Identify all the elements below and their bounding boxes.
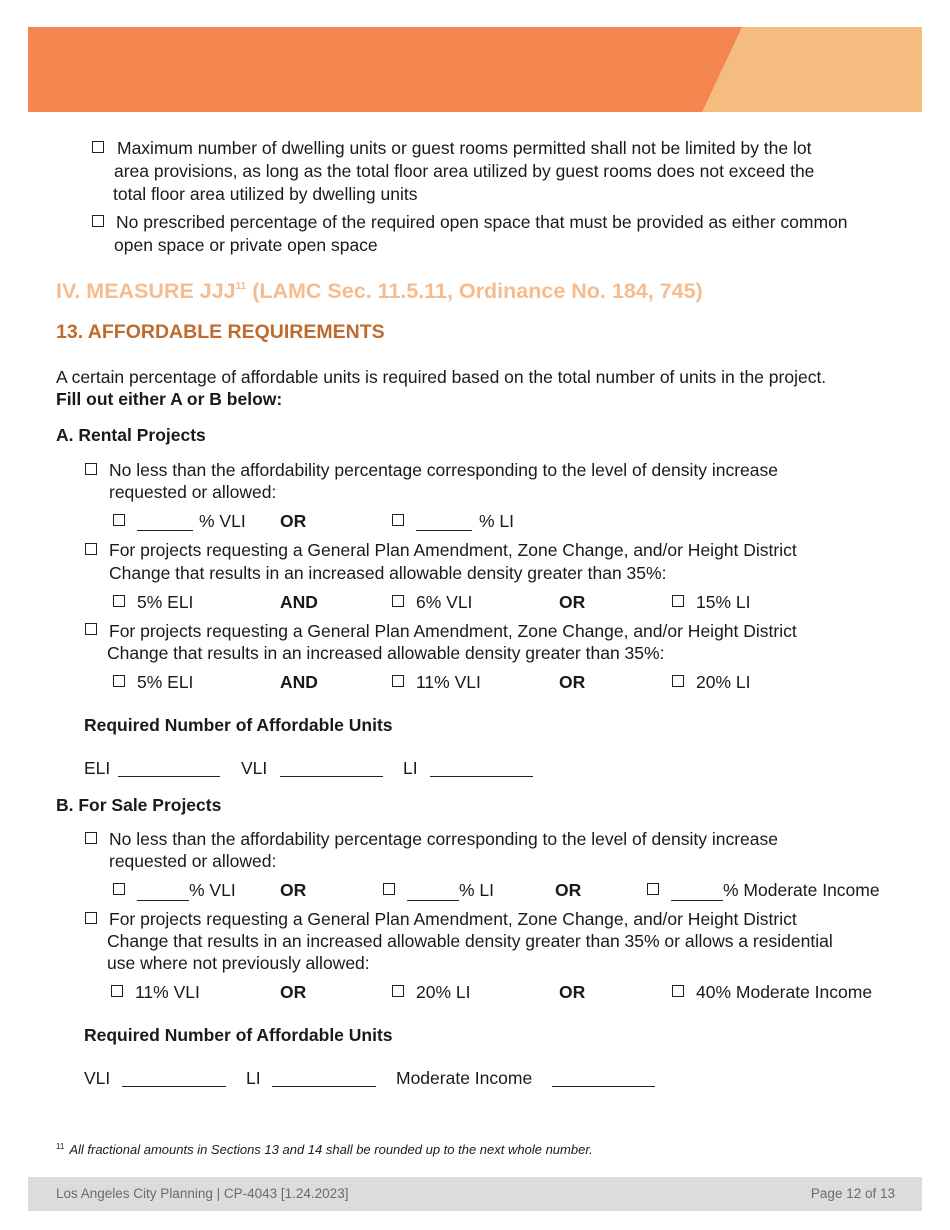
checkbox-sale-opt1[interactable] [85, 832, 97, 844]
rental-opt2-line2: Change that results in an increased allowable density greater than 35%: [109, 563, 667, 583]
sale-opt2-line1: For projects requesting a General Plan Amendment, Zone Change, and/or Height District [109, 909, 797, 929]
connector-or: OR [559, 982, 586, 1002]
label-sale-opt2-li: 20% LI [416, 982, 471, 1002]
input-rental-vli-units[interactable] [280, 758, 383, 777]
rental-opt1-line1: No less than the affordability percentage corresponding to the level of density increase [109, 460, 778, 480]
label-sale-opt2-moderate: 40% Moderate Income [696, 982, 873, 1002]
label-rental-vli-pct: % VLI [199, 511, 246, 531]
sale-opt1-line2: requested or allowed: [109, 851, 277, 871]
input-rental-li-units[interactable] [430, 758, 533, 777]
input-sale-li-units[interactable] [272, 1068, 376, 1087]
checkbox-rental-opt3-vli[interactable] [392, 675, 404, 687]
footnote-number: 11 [56, 1142, 65, 1151]
label-rental-opt3-li: 20% LI [696, 672, 751, 692]
checkbox-sale-li-pct[interactable] [383, 883, 395, 895]
label-rental-opt3-eli: 5% ELI [137, 672, 194, 692]
footnote-text: All fractional amounts in Sections 13 and 14 shall be rounded up to the next whole number. [69, 1142, 593, 1157]
checkbox-sale-vli-pct[interactable] [113, 883, 125, 895]
rental-opt3-line2: Change that results in an increased allowable density greater than 35%: [107, 643, 665, 663]
checkbox-rental-li-pct[interactable] [392, 514, 404, 526]
connector-and: AND [280, 672, 318, 692]
section-title: IV. MEASURE JJJ$^{11}$ (LAMC Sec. 11.5.11, Ordinance No. 184, 745) [56, 279, 703, 303]
checkbox-sale-opt2-vli[interactable] [111, 985, 123, 997]
label-sale-moderate-units: Moderate Income [396, 1068, 533, 1088]
connector-or: OR [280, 982, 307, 1002]
checkbox-rental-opt2-li[interactable] [672, 595, 684, 607]
label-rental-opt2-eli: 5% ELI [137, 592, 194, 612]
footnote-ref: 11 [235, 281, 247, 292]
sale-required-units-heading: Required Number of Affordable Units [84, 1025, 393, 1045]
input-rental-li-pct[interactable] [416, 512, 472, 531]
header-banner-accent [702, 27, 922, 112]
checkbox-sale-opt2-moderate[interactable] [672, 985, 684, 997]
label-sale-vli-units: VLI [84, 1068, 111, 1088]
header-banner [28, 27, 922, 112]
input-rental-vli-pct[interactable] [137, 512, 193, 531]
text-open-space-line2: open space or private open space [114, 235, 378, 255]
connector-or: OR [280, 880, 307, 900]
label-rental-opt3-vli: 11% VLI [416, 672, 481, 692]
label-rental-li-pct: % LI [479, 511, 515, 531]
checkbox-rental-opt2-vli[interactable] [392, 595, 404, 607]
text-max-dwelling-line3: total floor area utilized by dwelling units [113, 184, 418, 204]
checkbox-rental-opt1[interactable] [85, 463, 97, 475]
heading-for-sale-projects: B. For Sale Projects [56, 795, 222, 815]
checkbox-rental-opt3-eli[interactable] [113, 675, 125, 687]
input-sale-moderate-pct[interactable] [671, 882, 723, 901]
label-sale-moderate-pct: % Moderate Income [723, 880, 880, 900]
connector-or: OR [559, 672, 586, 692]
sale-opt2-line2: Change that results in an increased allowable density greater than 35% or allows a residential [107, 931, 833, 951]
checkbox-rental-opt3-li[interactable] [672, 675, 684, 687]
label-rental-opt2-li: 15% LI [696, 592, 751, 612]
checkbox-sale-moderate-pct[interactable] [647, 883, 659, 895]
sale-opt2-line3: use where not previously allowed: [107, 953, 370, 973]
connector-and: AND [280, 592, 318, 612]
connector-or: OR [559, 592, 586, 612]
subsection-title: 13. AFFORDABLE REQUIREMENTS [56, 321, 385, 343]
checkbox-rental-opt3[interactable] [85, 623, 97, 635]
sale-opt1-line1: No less than the affordability percentage corresponding to the level of density increase [109, 829, 778, 849]
label-rental-li-units: LI [403, 758, 418, 778]
rental-required-units-heading: Required Number of Affordable Units [84, 715, 393, 735]
intro-instruction: Fill out either A or B below: [56, 389, 283, 409]
footnote [56, 1142, 593, 1157]
checkbox-sale-opt2-li[interactable] [392, 985, 404, 997]
checkbox-rental-opt2[interactable] [85, 543, 97, 555]
label-rental-vli-units: VLI [241, 758, 268, 778]
label-sale-li-units: LI [246, 1068, 261, 1088]
label-sale-vli-pct: % VLI [189, 880, 236, 900]
footer-form-id: Los Angeles City Planning | CP-4043 [1.24.2023] [56, 1186, 349, 1201]
rental-opt3-line1: For projects requesting a General Plan Amendment, Zone Change, and/or Height District [109, 621, 797, 641]
connector-or: OR [555, 880, 582, 900]
input-sale-li-pct[interactable] [407, 882, 459, 901]
heading-rental-projects: A. Rental Projects [56, 425, 206, 445]
checkbox-open-space[interactable] [92, 215, 104, 227]
page-footer [28, 1177, 922, 1211]
checkbox-rental-vli-pct[interactable] [113, 514, 125, 526]
connector-or: OR [280, 511, 307, 531]
text-open-space-line1: No prescribed percentage of the required open space that must be provided as either common [116, 212, 848, 232]
input-sale-moderate-units[interactable] [552, 1068, 655, 1087]
input-sale-vli-units[interactable] [122, 1068, 226, 1087]
label-sale-opt2-vli: 11% VLI [135, 982, 200, 1002]
label-rental-eli-units: ELI [84, 758, 111, 778]
checkbox-max-dwelling-units[interactable] [92, 141, 104, 153]
footer-page-number: Page 12 of 13 [810, 1186, 895, 1201]
input-sale-vli-pct[interactable] [137, 882, 189, 901]
rental-opt2-line1: For projects requesting a General Plan Amendment, Zone Change, and/or Height District [109, 540, 797, 560]
label-rental-opt2-vli: 6% VLI [416, 592, 473, 612]
text-max-dwelling-line1: Maximum number of dwelling units or guest rooms permitted shall not be limited by the lot [117, 138, 812, 158]
checkbox-sale-opt2[interactable] [85, 912, 97, 924]
rental-opt1-line2: requested or allowed: [109, 482, 277, 502]
input-rental-eli-units[interactable] [118, 758, 220, 777]
text-max-dwelling-line2: area provisions, as long as the total floor area utilized by guest rooms does not exceed the [114, 161, 815, 181]
intro-text: A certain percentage of affordable units is required based on the total number of units in the project. [56, 367, 827, 387]
checkbox-rental-opt2-eli[interactable] [113, 595, 125, 607]
label-sale-li-pct: % LI [459, 880, 495, 900]
